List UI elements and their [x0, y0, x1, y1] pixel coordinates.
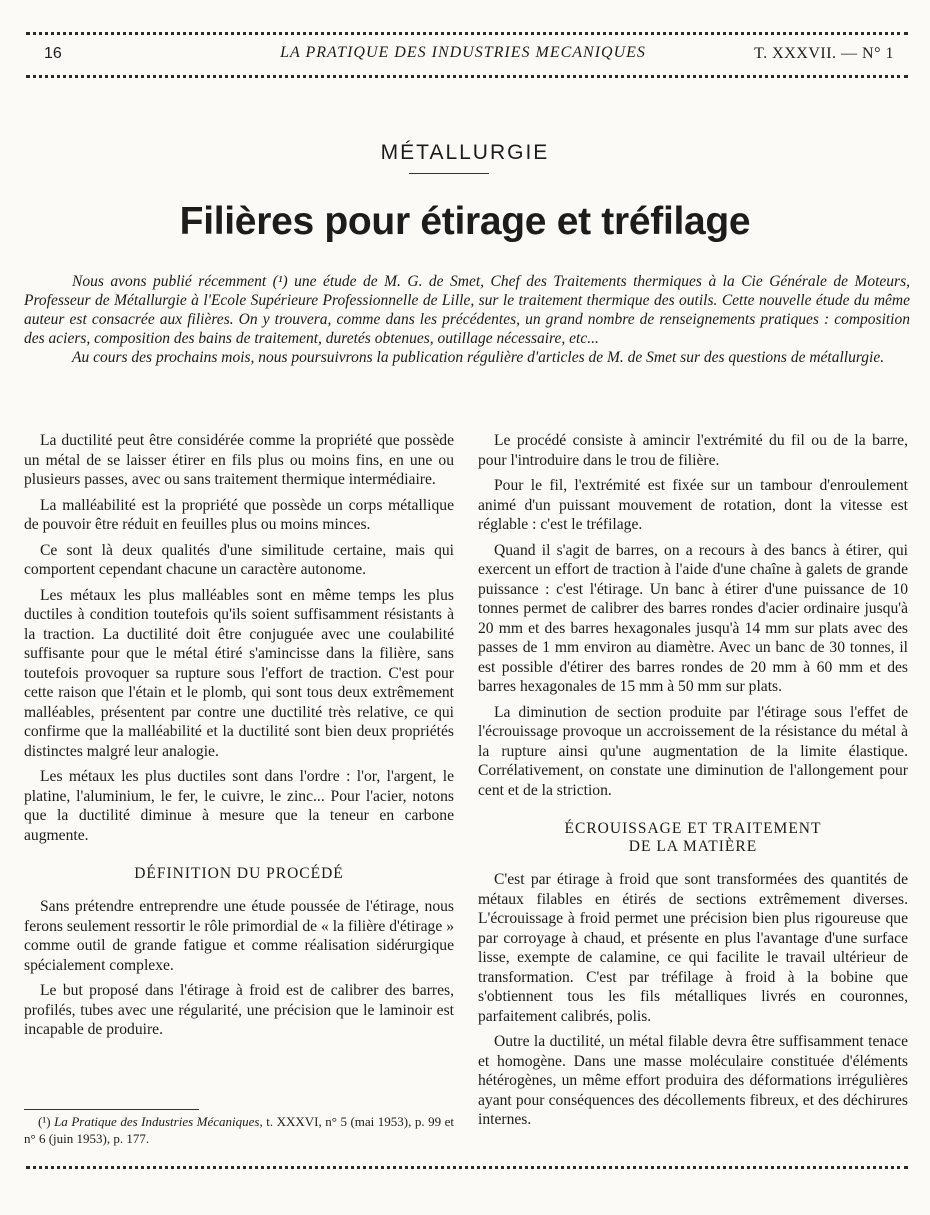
intro-paragraph: Nous avons publié récemment (¹) une étude de M. G. de Smet, Chef des Traitements thermiques à la Cie Générale de Moteurs, Professeur de Métallurgie à l'Ecole Supérieure Professionnelle de Lille, sur le traitement thermique des outils. Cette nouvelle étude du même auteur est consacrée aux filières. On y trouvera, comme dans les précédentes, un grand nombre de renseignements pratiques : composition des aciers, composition des bains de traitement, duretés obtenues, outillage nécessaire, etc... — [24, 273, 910, 347]
right-column — [478, 431, 908, 1136]
article-intro — [24, 272, 910, 367]
body-paragraph: Les métaux les plus ductiles sont dans l'ordre : l'or, l'argent, le platine, l'aluminium, le fer, le cuivre, le zinc... Pour l'acier, notons que la ductilité diminue à mesure que la teneur en carbone augmente. — [24, 768, 454, 844]
footnote-separator — [24, 1109, 199, 1110]
section-heading — [478, 820, 908, 856]
left-column — [24, 431, 454, 1046]
section-underline — [409, 173, 489, 174]
body-paragraph: Ce sont là deux qualités d'une similitude certaine, mais qui comportent cependant chacune un caractère autonome. — [24, 541, 454, 578]
intro-paragraph: Au cours des prochains mois, nous poursuivrons la publication régulière d'articles de M. de Smet sur des questions de métallurgie. — [72, 349, 885, 366]
header-dotted-rule — [26, 75, 908, 78]
body-paragraph: Quand il s'agit de barres, on a recours à des bancs à étirer, qui exercent un effort de traction à l'aide d'une chaîne à galets de grande puissance : c'est l'étirage. Un banc à étirer d'une puissance de 10 tonnes permet de calibrer des barres rondes d'acier ordinaire jusqu'à 20 mm et des barres hexagonales jusqu'à 14 mm sur plats avec des passes de 1 mm environ au diamètre. Avec un banc de 30 tonnes, il est possible d'étirer des barres rondes de 20 mm à 60 mm et des barres hexagonales de 15 mm à 50 mm sur plats. — [478, 541, 908, 695]
body-paragraph: Le procédé consiste à amincir l'extrémité du fil ou de la barre, pour l'introduire dans le trou de filière. — [478, 432, 908, 469]
section-label: MÉTALLURGIE — [380, 141, 550, 164]
body-paragraph: Les métaux les plus malléables sont en même temps les plus ductiles à condition toutefois qu'ils soient suffisamment résistants à la traction. La ductilité doit être conjuguée avec une coulabilité suffisante pour que le métal étiré s'amincisse dans la filière, sans toutefois provoquer sa rupture sous l'effort de traction. C'est pour cette raison que l'étain et le plomb, qui sont tous deux extrêmement malléables, présentent par contre une ductilité très relative, ce qui confirme que la malléabilité et la ductilité sont bien deux propriétés distinctes malgré leur analogie. — [24, 586, 454, 760]
body-paragraph: Pour le fil, l'extrémité est fixée sur un tambour d'enroulement animé d'un puissant mouvement de rotation, dont la vitesse est réglable : c'est le tréfilage. — [478, 477, 908, 533]
journal-title: LA PRATIQUE DES INDUSTRIES MECANIQUES — [280, 44, 646, 61]
footnote — [24, 1113, 454, 1147]
footnote-details: t. XXXVI, n° 5 (mai 1953), p. 99 et n° 6 (juin 1953), p. 177. — [24, 1114, 455, 1146]
top-dotted-rule — [26, 32, 908, 35]
article-title: Filières pour étirage et tréfilage — [179, 200, 751, 243]
body-paragraph: Outre la ductilité, un métal filable devra être suffisamment tenace et homogène. Dans une masse moléculaire constituée d'éléments hétérogènes, un même effort produira des déformations irrégulières ayant pour conséquences des décollements fibreux, et des déchirures internes. — [478, 1033, 908, 1128]
heading-line: DE LA MATIÈRE — [628, 838, 758, 855]
footnote-marker: (¹) — [38, 1114, 51, 1129]
body-paragraph: Sans prétendre entreprendre une étude poussée de l'étirage, nous ferons seulement ressortir le rôle primordial de « la filière d'étirage » comme outil de grande fatigue et comme réalisation sidérurgique spécialement complexe. — [24, 898, 454, 974]
body-paragraph: La malléabilité est la propriété que possède un corps métallique de pouvoir être réduit en feuilles plus ou moins minces. — [24, 496, 454, 533]
heading-line: ÉCROUISSAGE ET TRAITEMENT — [564, 820, 822, 837]
body-paragraph: La diminution de section produite par l'étirage sous l'effet de l'écrouissage provoque un accroissement de la résistance du métal à la rupture ainsi qu'une augmentation de la limite élastique. Corrélativement, on constate une diminution de l'allongement pour cent et de la striction. — [478, 703, 908, 799]
tome-number: T. XXXVII. — N° 1 — [754, 45, 894, 62]
bottom-dotted-rule — [26, 1166, 908, 1169]
page-number: 16 — [44, 45, 62, 62]
body-paragraph: C'est par étirage à froid que sont transformées des quantités de métaux filables en étirés de sections extrêmement diverses. L'écrouissage à froid permet une précision bien plus rigoureuse que par corroyage à chaud, et présente en plus l'avantage d'une surface lisse, exempte de calamine, ce qui facilite le travail ultérieur de transformation. C'est par tréfilage à froid à la bobine que s'obtiennent tous les fils métalliques livrés en couronnes, parfaitement calibrés, polis. — [478, 871, 908, 1025]
footnote-source: La Pratique des Industries Mécaniques, — [54, 1114, 263, 1129]
body-paragraph: Le but proposé dans l'étirage à froid est de calibrer des barres, profilés, tubes avec une régularité, une précision que le laminoir est incapable de produire. — [24, 982, 454, 1038]
body-paragraph: La ductilité peut être considérée comme la propriété que possède un métal de se laisser étirer en fils plus ou moins fins, en une ou plusieurs passes, avec ou sans traitement thermique intermédiaire. — [24, 432, 454, 488]
running-header — [32, 42, 894, 66]
section-heading: DÉFINITION DU PROCÉDÉ — [134, 865, 344, 882]
